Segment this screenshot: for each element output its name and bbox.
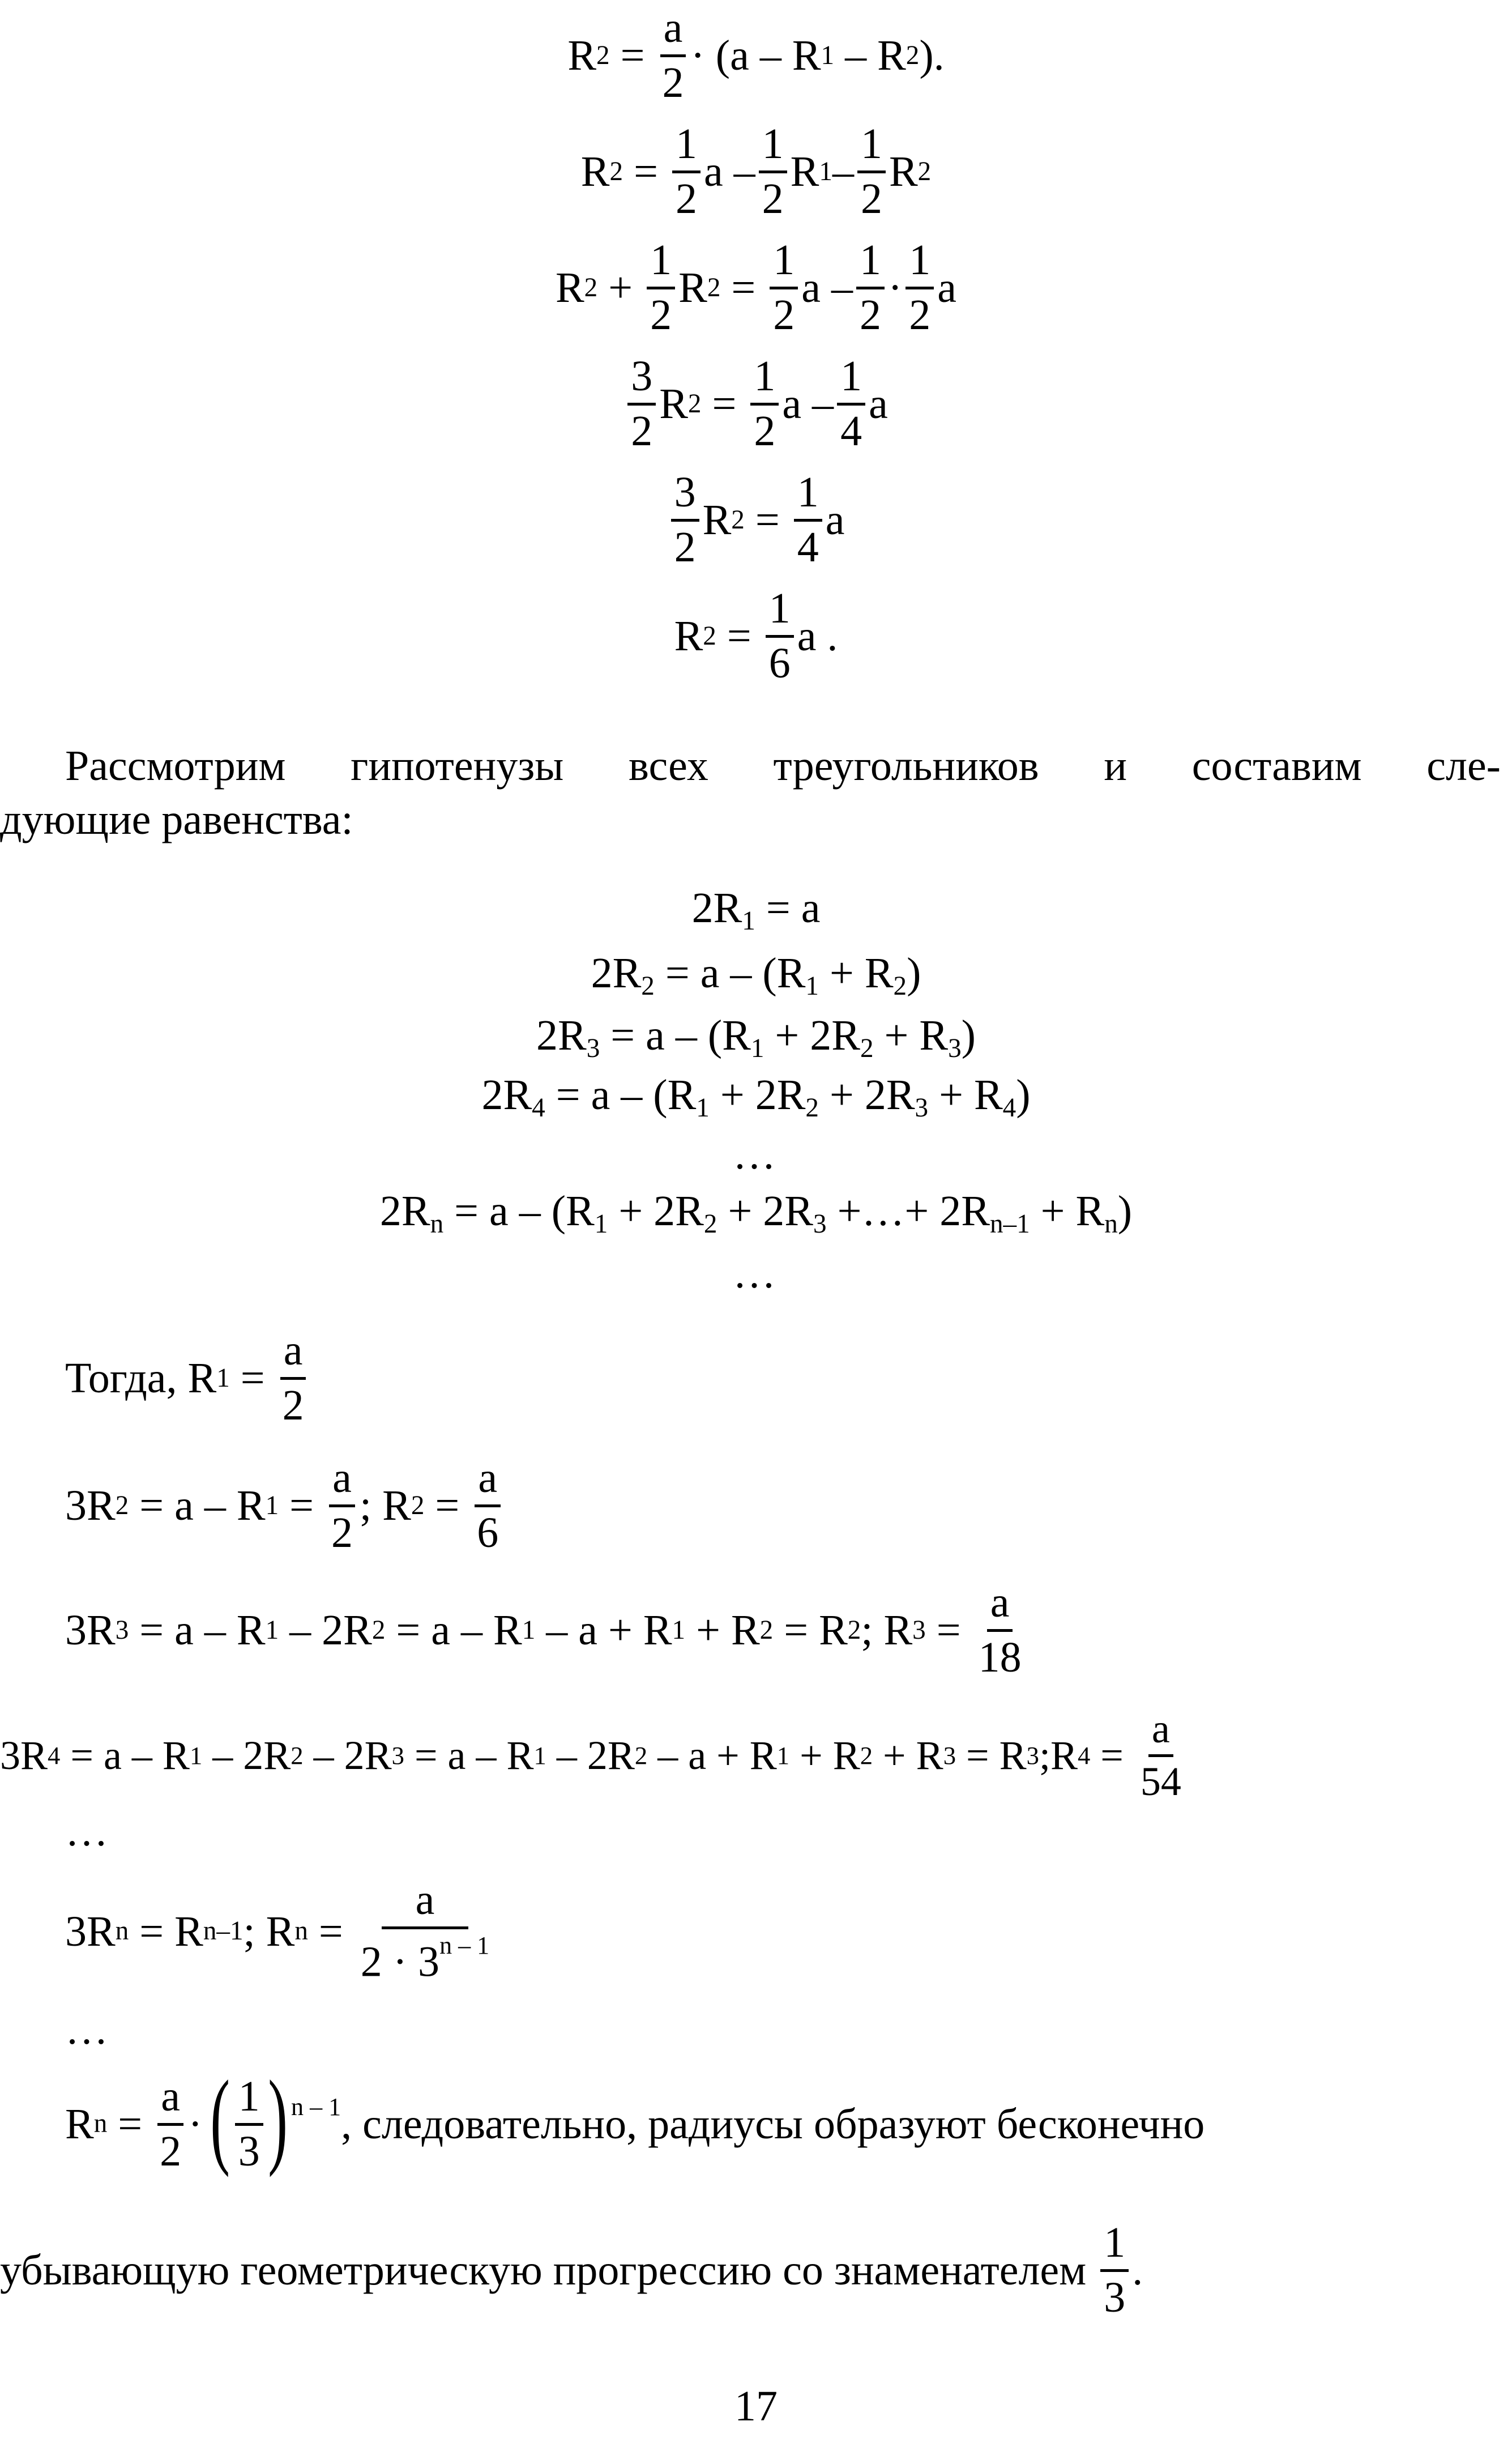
equality-n: $2R_n = a - (R_1 + 2R_2 + 2R_3$ +…+ $2R_{n-1} + R_n$) <box>379 1187 1133 1239</box>
page-number: 17 <box>734 2382 778 2430</box>
derivation-line-5: $\frac{3}{2}$ R 2 = $\frac{1}{4}$ a <box>0 470 1512 570</box>
derivation-line-3: R 2 + $\frac{1}{2}$ R 2 = $\frac{1}{2}$ a – $\frac{1}{2}$ · $\frac{1}{2}$ a <box>555 236 957 339</box>
derivation-line-6: R 2 = $\frac{1}{6}$ a . <box>674 585 838 687</box>
derivation-line-2: R 2 = $\frac{1}{2}$ a – $\frac{1}{2}$ R 1 – $\frac{1}{2}$ R 2 <box>580 120 932 223</box>
ellipsis-4: … <box>65 2006 112 2053</box>
solution-r3: 3R 3 = a – R 1 – 2R 2 = a – R 1 – a + R 1 + R 2 = R 2 ; R 3 = $\frac{a}{18}$ <box>65 1579 1022 1681</box>
fraction: $\frac{a}{2}$ <box>659 6 687 106</box>
equality-2: $2R_2 = a - (R_1 + R_2)$ <box>591 949 921 1001</box>
derivation-line-1: R 2 = $\frac{a}{2}$ · (a – R 1 – R 2 ). <box>567 4 945 106</box>
solution-final: R n = $\frac{a}{2}$ · ( $\frac{1}{3}$ ) $^{n - 1}$ , следовательно, радиусы образуют бесконечно <box>65 2059 1205 2178</box>
paragraph-intro: Рассмотрим гипотенузы всех треугольников и составим сле- дующие равенства: <box>0 742 1501 843</box>
equality-4: $2R_4 = a - (R_1 + 2R_2 + 2R_3 + R_4)$ <box>481 1071 1031 1123</box>
equality-3: $2R_3 = a - (R_1 + 2R_2 + R_3)$ <box>536 1012 976 1064</box>
solution-r1: Тогда, R 1 = $\frac{a}{2}$ <box>65 1328 311 1429</box>
ellipsis-2: … <box>733 1250 779 1297</box>
solution-r4: 3R 4 = a – R 1 – 2R 2 – 2R 3 = a – R 1 – 2R 2 – a + R 1 + R 2 + R 3 = R 3 ;R 4 = $\frac{a}{54}$ <box>0 1706 1181 1804</box>
derivation-line-4: $\frac{3}{2}$ R 2 = $\frac{1}{2}$ a – $\frac{1}{4}$ a <box>0 354 1512 454</box>
solution-r2: 3R 2 = a – R 1 = $\frac{a}{2}$ ; R 2 = $\frac{a}{6}$ <box>65 1456 505 1556</box>
solution-rn: 3R n = R n–1 ; R n = $\frac{a}{2 \cdot 3^{n - 1}}$ <box>65 1876 490 1986</box>
ellipsis-1: … <box>733 1131 779 1178</box>
solution-final-line-2: убывающую геометрическую прогрессию со знаменателем $\frac{1}{3}$ . <box>0 2219 1143 2321</box>
equality-1: $2R_1 = a$ <box>691 884 821 936</box>
ellipsis-3: … <box>65 1807 112 1855</box>
